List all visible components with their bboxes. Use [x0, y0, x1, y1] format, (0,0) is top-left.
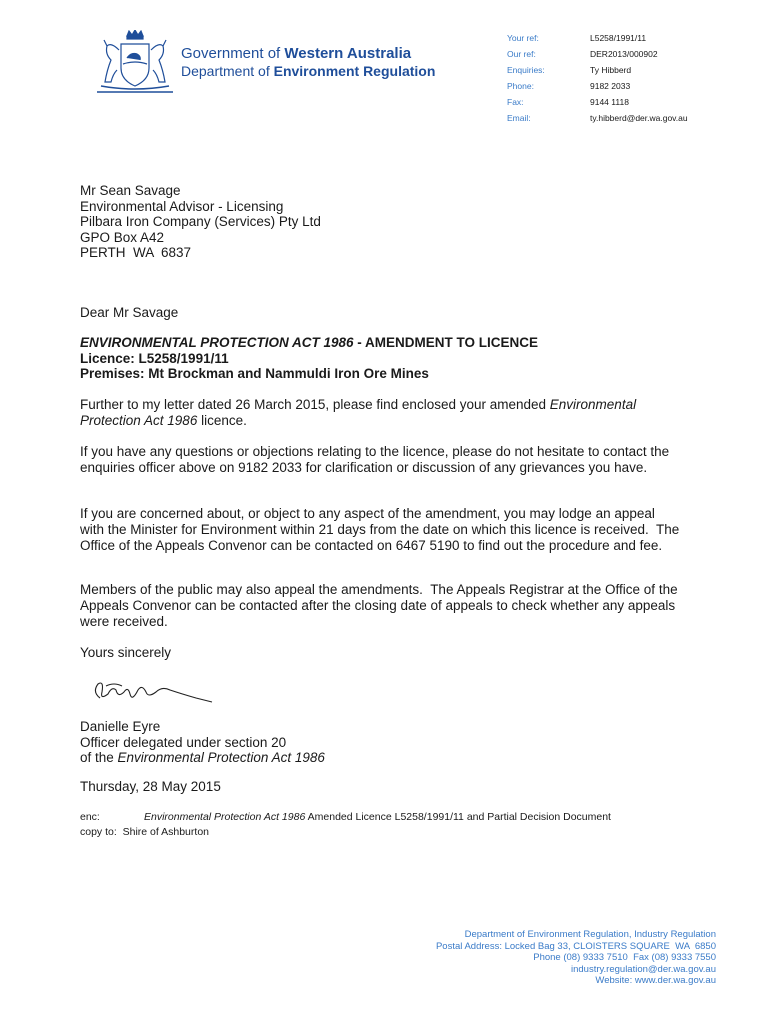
- paragraph-appeal: If you are concerned about, or object to any aspect of the amendment, you may lodge an appeal with the Minister for Environment within 21 days from the date on which this licence is received. The Office of the Appeals Convenor can be contacted on 6467 5190 to find out the procedure and fee.: [80, 506, 684, 553]
- recipient-name: Mr Sean Savage: [80, 183, 181, 198]
- footer-phone-fax: Phone (08) 9333 7510 Fax (08) 9333 7550: [533, 952, 716, 963]
- footer-email-link[interactable]: industry.regulation@der.wa.gov.au: [570, 963, 716, 975]
- signer-act: of the Environmental Protection Act 1986: [80, 750, 325, 765]
- footer-contact: [436, 929, 716, 987]
- signer-block: [80, 719, 325, 766]
- letter-date: Thursday, 28 May 2015: [80, 779, 221, 794]
- subject-premises: Premises: Mt Brockman and Nammuldi Iron Ore Mines: [80, 366, 429, 381]
- recipient-city: PERTH WA 6837: [80, 245, 192, 260]
- subject-block: [80, 335, 700, 382]
- signer-role: Officer delegated under section 20: [80, 734, 287, 750]
- subject-licence: Licence: L5258/1991/11: [80, 350, 229, 366]
- ref-row-fax: [507, 94, 747, 110]
- ref-row-our-ref: [507, 46, 747, 62]
- recipient-address: [80, 183, 321, 261]
- salutation: Dear Mr Savage: [80, 305, 179, 320]
- closing: Yours sincerely: [80, 645, 172, 660]
- reference-block: [507, 30, 747, 126]
- copy-to-line: copy to: Shire of Ashburton: [80, 826, 209, 838]
- footer-website-link[interactable]: Website: www.der.wa.gov.au: [595, 975, 716, 986]
- email-link[interactable]: ty.hibberd@der.wa.gov.au: [590, 113, 688, 123]
- paragraph-public-appeal: Members of the public may also appeal the amendments. The Appeals Registrar at the Office of the Appeals Convenor can be contacted after the closing date of appeals to check whether any appeals were received.: [80, 582, 681, 629]
- ref-row-enquiries: [507, 62, 747, 78]
- ref-value: 9144 1118: [590, 97, 629, 107]
- ref-value: Ty Hibberd: [590, 65, 632, 75]
- recipient-company: Pilbara Iron Company (Services) Pty Ltd: [80, 214, 321, 229]
- ref-label: Our ref:: [507, 49, 536, 59]
- recipient-title: Environmental Advisor - Licensing: [80, 198, 284, 214]
- ref-label: Fax:: [507, 97, 524, 107]
- government-name: Government of Western Australia: [181, 45, 412, 62]
- paragraph-enclosed-licence: Further to my letter dated 26 March 2015, please find enclosed your amended Environmental Protection Act 1986 licence.: [80, 397, 637, 428]
- ref-label: Phone:: [507, 81, 534, 91]
- footer-department: Department of Environment Regulation, Industry Regulation: [464, 929, 716, 940]
- wa-coat-of-arms-logo: [93, 30, 177, 96]
- paragraph-questions: If you have any questions or objections relating to the licence, please do not hesitate to contact the enquiries officer above on 9182 2033 for clarification or discussion of any grievances you have.: [80, 444, 670, 475]
- ref-label: Email:: [507, 113, 531, 123]
- subject-title: ENVIRONMENTAL PROTECTION ACT 1986 - AMENDMENT TO LICENCE: [80, 335, 539, 350]
- department-name: Department of Environment Regulation: [181, 63, 436, 79]
- ref-label: Your ref:: [507, 33, 539, 43]
- recipient-po-box: GPO Box A42: [80, 229, 165, 245]
- signer-name: Danielle Eyre: [80, 719, 161, 734]
- ref-value: 9182 2033: [590, 81, 631, 91]
- ref-row-phone: [507, 78, 747, 94]
- ref-value: DER2013/000902: [590, 49, 658, 59]
- ref-value: L5258/1991/11: [590, 33, 647, 43]
- footer-postal-address: Postal Address: Locked Bag 33, CLOISTERS SQUARE WA 6850: [435, 940, 716, 952]
- ref-row-your-ref: [507, 30, 747, 46]
- ref-row-email: [507, 110, 747, 126]
- signature-image: [86, 672, 216, 712]
- ref-label: Enquiries:: [507, 65, 545, 75]
- enclosure-line: enc: Environmental Protection Act 1986 Amended Licence L5258/1991/11 and Partial Decision Document: [80, 811, 611, 823]
